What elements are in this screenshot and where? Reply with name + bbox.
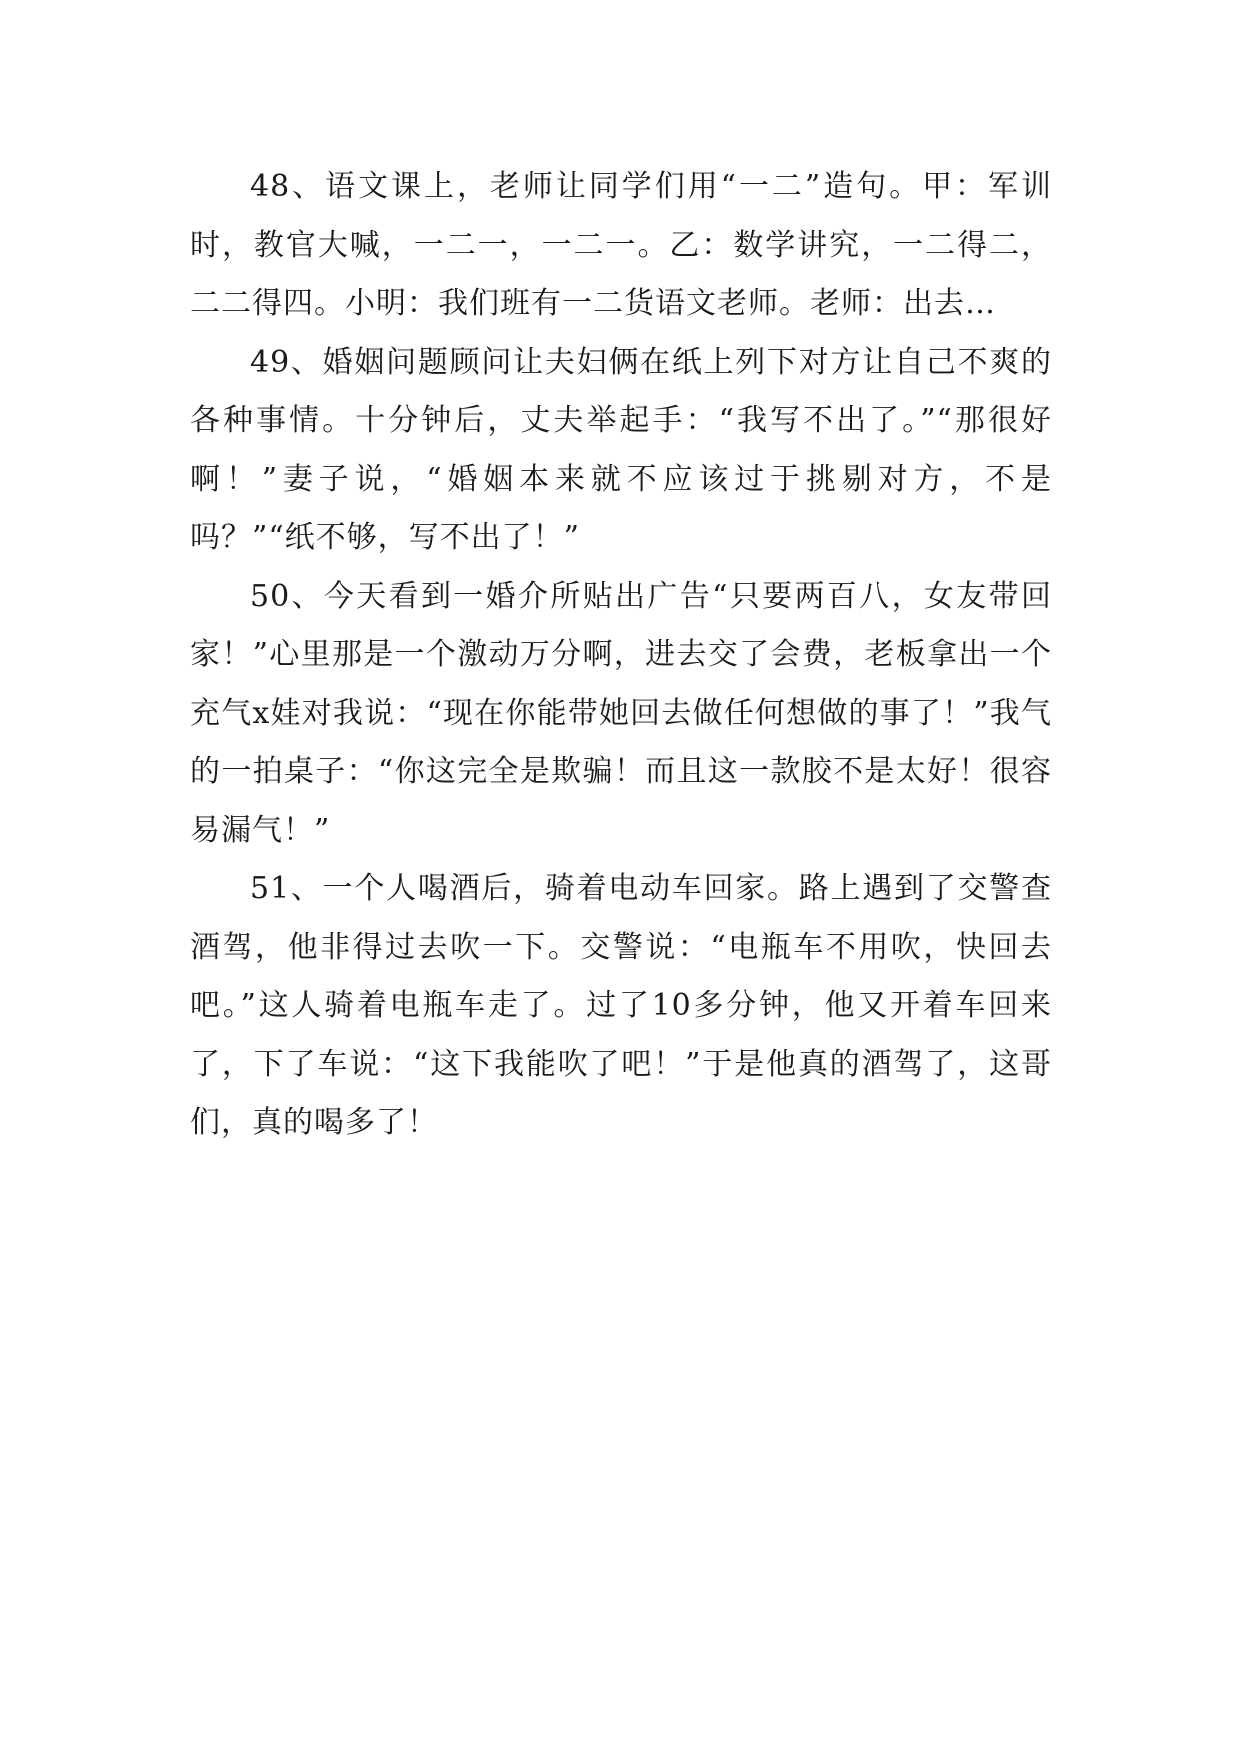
paragraph-joke-51: 51、一个人喝酒后，骑着电动车回家。路上遇到了交警查酒驾，他非得过去吹一下。交警说：“电瓶车不用吹，快回去吧。”这人骑着电瓶车走了。过了10多分钟，他又开着车回来了，下了车说：“这下我能吹了吧！”于是他真的酒驾了，这哥们，真的喝多了！: [190, 871, 1052, 1140]
paragraph-joke-48: 48、语文课上，老师让同学们用“一二”造句。甲：军训时，教官大喊，一二一，一二一。乙：数学讲究，一二得二，二二得四。小明：我们班有一二货语文老师。老师：出去…: [190, 169, 1052, 321]
document-body: [190, 158, 1052, 1153]
paragraph-joke-49: 49、婚姻问题顾问让夫妇俩在纸上列下对方让自己不爽的各种事情。十分钟后，丈夫举起手：“我写不出了。”“那很好啊！”妻子说，“婚姻本来就不应该过于挑剔对方，不是吗？”“纸不够，写不出了！”: [190, 344, 1052, 555]
paragraph-joke-50: 50、今天看到一婚介所贴出广告“只要两百八，女友带回家！”心里那是一个激动万分啊，进去交了会费，老板拿出一个充气x娃对我说：“现在你能带她回去做任何想做的事了！”我气的一拍桌子：“你这完全是欺骗！而且这一款胶不是太好！很容易漏气！”: [190, 578, 1052, 848]
